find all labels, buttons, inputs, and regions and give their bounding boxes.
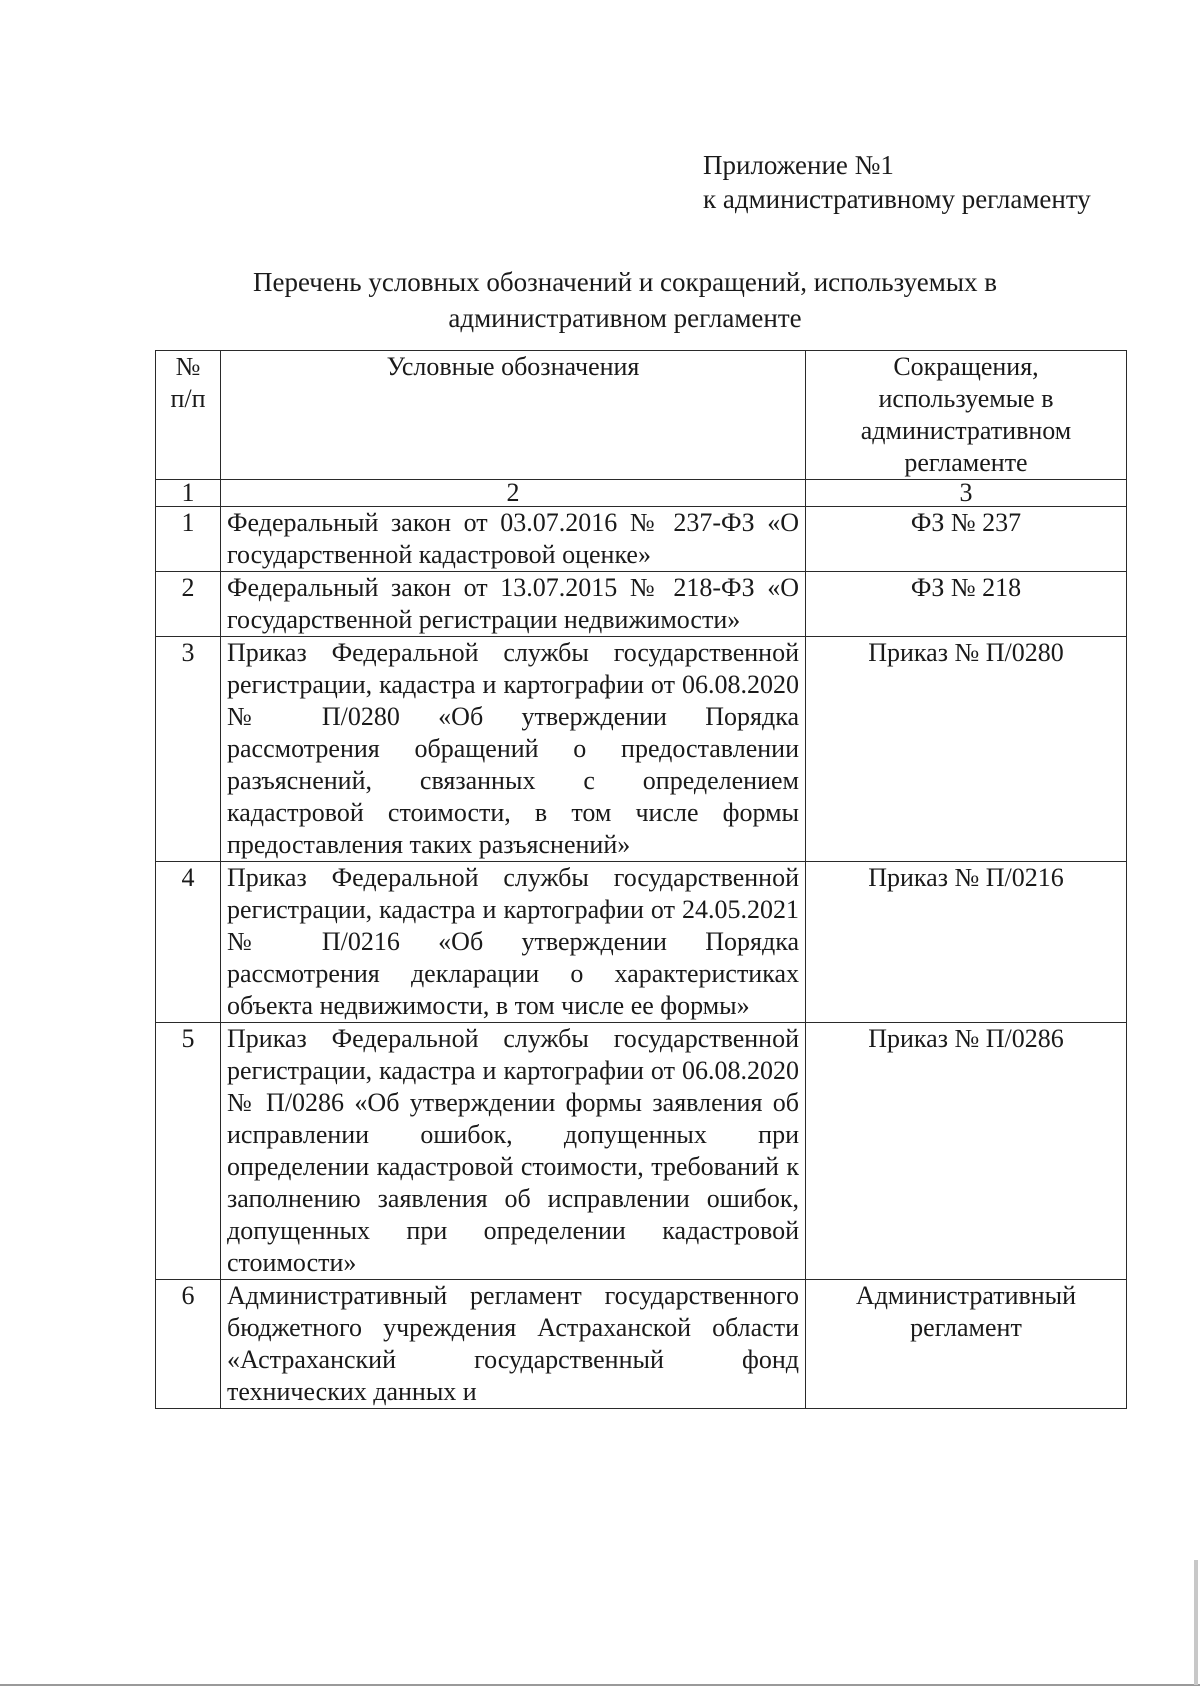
row-designation: Приказ Федеральной службы государственной регистрации, кадастра и картографии от 06.08.2020 № П/0286 «Об утверждении формы заявления об исправлении ошибок, допущенных при определении кадастровой стоимости, требований к заполнению заявления об исправлении ошибок, допущенных при определении кадастровой стоимости» [221,1023,806,1280]
column-index-3: 3 [806,480,1127,507]
row-abbreviation: ФЗ № 237 [806,507,1127,572]
column-index-row [156,480,1127,507]
abbreviations-table [155,350,1127,1409]
header-designations: Условные обозначения [221,351,806,480]
row-number: 4 [156,862,221,1023]
row-number: 5 [156,1023,221,1280]
row-designation: Административный регламент государственного бюджетного учреждения Астраханской области «Астраханский государственный фонд технических данных и [221,1280,806,1409]
row-designation: Приказ Федеральной службы государственной регистрации, кадастра и картографии от 06.08.2020 № П/0280 «Об утверждении Порядка рассмотрения обращений о предоставлении разъяснений, связанных с определением кадастровой стоимости, в том числе формы предоставления таких разъяснений» [221,637,806,862]
table-row [156,862,1127,1023]
header-abbr-line: регламенте [904,448,1028,477]
table-row [156,507,1127,572]
row-designation: Федеральный закон от 13.07.2015 № 218-ФЗ «О государственной регистрации недвижимости» [221,572,806,637]
heading-line-1: Перечень условных обозначений и сокращений, используемых в [252,267,997,297]
row-number: 6 [156,1280,221,1409]
header-abbr-line: Сокращения, [893,352,1039,381]
table-header-row [156,351,1127,480]
header-abbr-line: административном [860,416,1072,445]
appendix-number: Приложение №1 [703,150,894,180]
row-abbreviation: ФЗ № 218 [806,572,1127,637]
header-number-sign: № [175,352,201,381]
row-number: 2 [156,572,221,637]
header-abbreviations [806,351,1127,480]
table-row [156,1280,1127,1409]
row-abbreviation: Приказ № П/0216 [806,862,1127,1023]
header-number-abbr: п/п [170,384,206,413]
column-index-2: 2 [221,480,806,507]
table-row [156,572,1127,637]
header-number [156,351,221,480]
heading-line-2: административном регламенте [448,303,802,333]
row-abbreviation: Приказ № П/0286 [806,1023,1127,1280]
appendix-label [703,148,1091,216]
row-number: 1 [156,507,221,572]
scan-border-line [0,1684,1200,1686]
row-abbreviation: Административный регламент [806,1280,1127,1409]
table-row [156,1023,1127,1280]
row-designation: Федеральный закон от 03.07.2016 № 237-ФЗ «О государственной кадастровой оценке» [221,507,806,572]
column-index-1: 1 [156,480,221,507]
header-abbr-line: используемые в [878,384,1054,413]
row-abbreviation: Приказ № П/0280 [806,637,1127,862]
document-heading [150,264,1100,336]
table-row [156,637,1127,862]
row-number: 3 [156,637,221,862]
appendix-reference: к административному регламенту [703,184,1091,214]
scan-edge-mark [1194,1560,1198,1685]
row-designation: Приказ Федеральной службы государственной регистрации, кадастра и картографии от 24.05.2021 № П/0216 «Об утверждении Порядка рассмотрения декларации о характеристиках объекта недвижимости, в том числе ее формы» [221,862,806,1023]
